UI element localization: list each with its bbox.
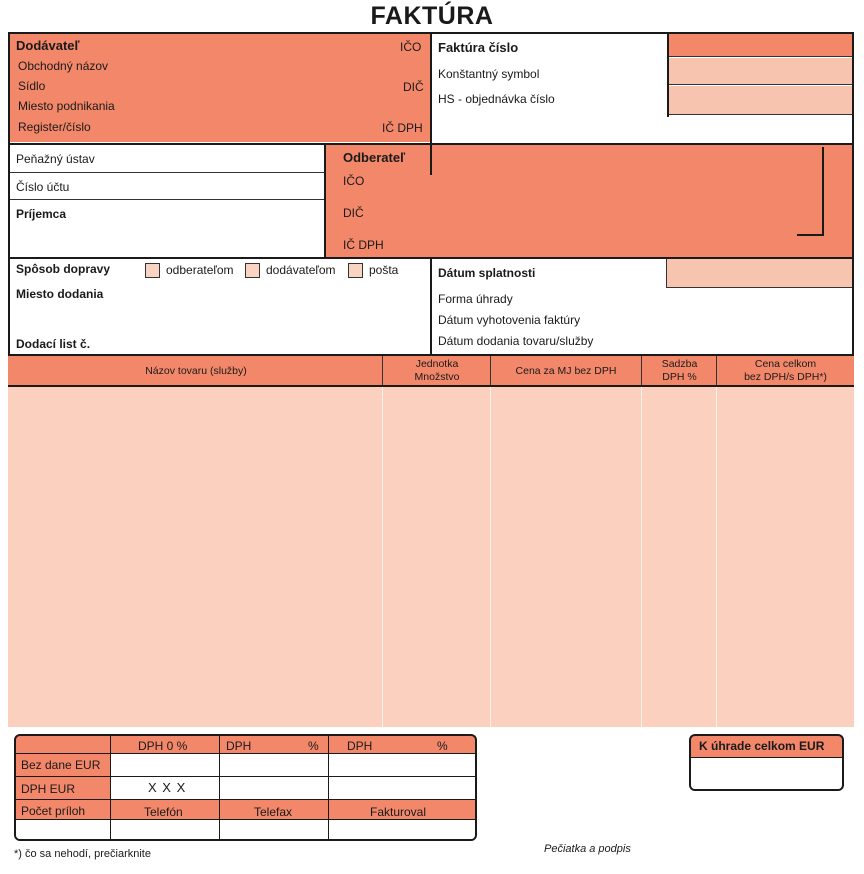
body-col-line-1: [382, 387, 383, 727]
supplier-icdph-label: IČ DPH: [382, 121, 423, 135]
customer-inner-line-3: [797, 234, 824, 236]
due-date-label: Dátum splatnosti: [438, 266, 536, 280]
supplier-name-label: Obchodný názov: [18, 59, 109, 73]
delivery-place-label: Miesto dodania: [16, 287, 104, 301]
vat-col3-header: DPH: [347, 739, 373, 753]
phone-field[interactable]: [111, 820, 219, 841]
option-customer-checkbox[interactable]: [145, 263, 160, 278]
delivery-note-label: Dodací list č.: [16, 337, 91, 351]
page-title: FAKTÚRA: [370, 2, 494, 30]
constant-symbol-field[interactable]: [669, 58, 852, 85]
vat-col1-header: DPH 0 %: [138, 739, 188, 753]
invoiced-by-field[interactable]: [329, 820, 477, 841]
vat-row1-cell3[interactable]: [329, 754, 477, 776]
option-post-label: pošta: [369, 263, 399, 277]
col-unit-header-1: Jednotka: [415, 358, 459, 370]
fax-field[interactable]: [220, 820, 328, 841]
supplier-ico-label: IČO: [400, 40, 422, 54]
recipient-label: Príjemca: [16, 207, 67, 221]
attachments-field[interactable]: [16, 820, 110, 841]
vat-col2-pct: %: [308, 739, 319, 753]
vat-row1-cell1[interactable]: [111, 754, 219, 776]
option-post-checkbox[interactable]: [348, 263, 363, 278]
body-col-line-2: [490, 387, 491, 727]
option-supplier-checkbox[interactable]: [245, 263, 260, 278]
supplier-seat-label: Sídlo: [18, 79, 46, 93]
bank-divider-2: [10, 199, 324, 200]
transport-label: Spôsob dopravy: [16, 262, 111, 276]
col-rate-header-2: DPH %: [662, 371, 697, 383]
invoice-number-field[interactable]: [669, 34, 852, 57]
items-body[interactable]: [8, 387, 854, 727]
body-col-line-4: [716, 387, 717, 727]
customer-inner-line-1: [430, 145, 432, 175]
col-total-header-2: bez DPH/s DPH*): [744, 371, 827, 383]
stamp-signature-label: Pečiatka a podpis: [544, 843, 631, 855]
customer-heading: Odberateľ: [343, 150, 406, 165]
col-rate-header-1: Sadzba: [661, 358, 698, 370]
account-label: Číslo účtu: [16, 180, 70, 194]
invoiced-by-label: Fakturoval: [370, 805, 427, 819]
attachments-label: Počet príloh: [21, 804, 86, 818]
option-customer-label: odberateľom: [166, 263, 234, 277]
invoice-number-label: Faktúra číslo: [438, 40, 519, 55]
vat-hline-3: [16, 799, 477, 800]
fax-label: Telefax: [254, 805, 293, 819]
customer-icdph-label: IČ DPH: [343, 238, 384, 252]
customer-inner-line-2: [822, 147, 824, 235]
total-label: K úhrade celkom EUR: [699, 739, 825, 753]
col-total-header-1: Cena celkom: [754, 358, 817, 370]
delivery-payment-divider: [430, 259, 432, 355]
order-number-label: HS - objednávka číslo: [438, 92, 555, 106]
vat-row2-mark: X X X: [148, 780, 187, 795]
col-price-header: Cena za MJ bez DPH: [515, 365, 617, 377]
vat-table: [14, 734, 477, 841]
col-name-header: Názov tovaru (služby): [145, 365, 247, 377]
vat-col3-pct: %: [437, 739, 448, 753]
supplier-right-border: [430, 34, 432, 144]
supplier-register-label: Register/číslo: [18, 120, 91, 134]
vat-row2-label: DPH EUR: [21, 782, 76, 796]
constant-symbol-label: Konštantný symbol: [438, 67, 540, 81]
supplier-heading: Dodávateľ: [16, 38, 80, 53]
vat-row1-label: Bez dane EUR: [21, 758, 101, 772]
customer-dic-label: DIČ: [343, 206, 364, 220]
vat-row2-cell3[interactable]: [329, 777, 477, 799]
footer-note: *) čo sa nehodí, prečiarknite: [14, 848, 151, 860]
order-number-field[interactable]: [669, 86, 852, 115]
total-box: [689, 734, 844, 791]
customer-ico-label: IČO: [343, 174, 365, 188]
col-unit-header-2: Množstvo: [414, 371, 460, 383]
bank-divider-1: [10, 172, 324, 173]
vat-row2-cell2[interactable]: [220, 777, 328, 799]
body-col-line-3: [641, 387, 642, 727]
payment-method-label: Forma úhrady: [438, 292, 513, 306]
vat-col2-header: DPH: [226, 739, 252, 753]
total-field[interactable]: [691, 757, 842, 789]
supplier-dic-label: DIČ: [403, 80, 424, 94]
bank-label: Peňažný ústav: [16, 152, 95, 166]
option-supplier-label: dodávateľom: [266, 263, 336, 277]
delivery-date-label: Dátum dodania tovaru/služby: [438, 334, 594, 348]
supplier-business-place-label: Miesto podnikania: [18, 99, 115, 113]
vat-row1-cell2[interactable]: [220, 754, 328, 776]
issue-date-label: Dátum vyhotovenia faktúry: [438, 313, 581, 327]
due-date-field[interactable]: [666, 259, 852, 288]
phone-label: Telefón: [144, 805, 183, 819]
